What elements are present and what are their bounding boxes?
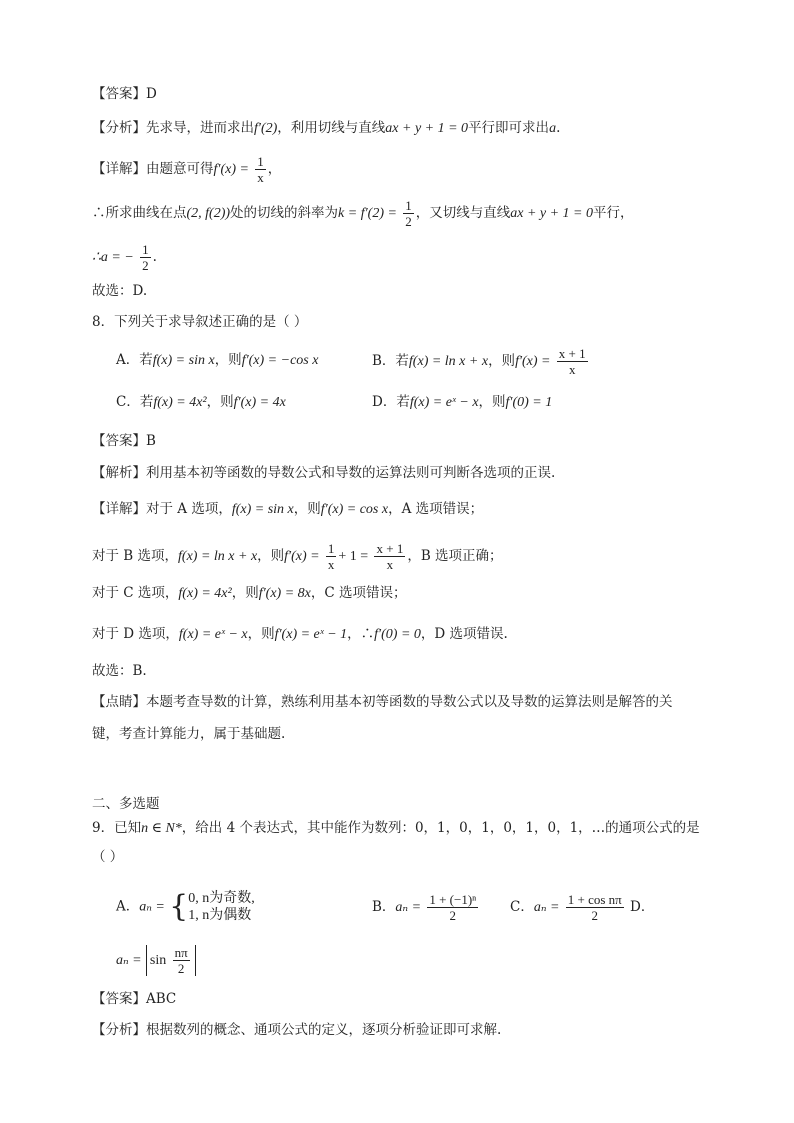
analysis-text: . — [556, 120, 561, 136]
fraction — [173, 945, 190, 976]
detail-text: ，B 选项正确； — [407, 548, 503, 564]
detail-text: 处的切线的斜率为 — [230, 205, 339, 221]
option-label: D．若 — [372, 394, 410, 410]
math-expression: f(x) = eˣ − x — [178, 627, 248, 642]
q8-option-d — [372, 393, 552, 412]
detail-text: 对于 B 选项， — [92, 548, 179, 564]
option-text: ，则 — [214, 352, 242, 368]
q8-comment-line-2: 键，考查计算能力，属于基础题. — [92, 726, 286, 742]
math-expression: f′(0) = 1 — [505, 395, 553, 410]
math-expression: f′(x) = — [213, 162, 249, 177]
q7-choose: 故选：D. — [92, 283, 148, 299]
math-expression: f(x) = ln x + x — [408, 354, 489, 369]
detail-text: ，C 选项错误； — [310, 585, 407, 601]
fraction-denominator: x — [257, 170, 264, 185]
q8-choose: 故选：B. — [92, 663, 147, 679]
q8-detail-d — [92, 625, 508, 644]
q9-stem-paren: （ ） — [92, 849, 124, 865]
q9-analysis — [92, 1021, 501, 1039]
detail-text: ，则 — [247, 626, 275, 642]
analysis-tag: 【分析】 — [92, 1022, 146, 1038]
fraction-numerator: 1 — [327, 541, 335, 556]
q8-option-a — [116, 351, 318, 370]
math-expression: f(x) = sin x — [152, 353, 215, 368]
q8-stem: 8．下列关于求导叙述正确的是（ ） — [92, 314, 308, 330]
analysis-text: ，利用切线与直线 — [277, 120, 386, 136]
piecewise-cases — [188, 890, 255, 924]
option-label: B． — [372, 899, 396, 915]
math-expression: (2, f(2)) — [186, 206, 231, 221]
math-expression: f′(2) — [254, 121, 278, 136]
detail-text: ，则 — [293, 501, 321, 517]
math-expression: a — [549, 121, 557, 136]
comment-tag: 【点睛】 — [92, 694, 146, 710]
detail-text: ， — [267, 161, 282, 177]
detail-text: . — [152, 249, 157, 265]
detail-text: 平行， — [593, 205, 634, 221]
detail-text: ，D 选项错误. — [420, 626, 508, 642]
math-expression: ∴a = − — [92, 250, 134, 265]
math-expression: f′(0) = 0 — [374, 627, 421, 642]
option-label: B．若 — [372, 353, 409, 369]
section-title: 二、多选题 — [92, 796, 160, 812]
q9-option-b — [372, 892, 480, 923]
detail-text: ，∴ — [347, 626, 375, 642]
answer-tag: 【答案】 — [92, 86, 146, 102]
option-label: C． — [510, 899, 534, 915]
answer-value: ABC — [146, 991, 177, 1007]
detail-tag: 【详解】 — [92, 161, 146, 177]
case-row: 0, n为奇数, — [188, 891, 255, 906]
fraction-numerator: 1 — [142, 242, 149, 257]
fraction-numerator: 1 — [257, 154, 264, 169]
fraction-denominator: 2 — [142, 258, 149, 273]
fraction-numerator: 1 — [405, 198, 412, 213]
fraction-denominator: x — [327, 557, 335, 572]
detail-text: ，则 — [257, 548, 285, 564]
fraction — [557, 346, 588, 377]
math-expression: ax + y + 1 = 0 — [385, 121, 469, 136]
comment-text: 本题考查导数的计算，熟练利用基本初等函数的导数公式以及导数的运算法则是解答的关 — [146, 694, 673, 710]
fraction-numerator: x + 1 — [376, 541, 404, 556]
math-expression: sin — [149, 953, 167, 968]
math-expression: f(x) = ln x + x — [178, 549, 258, 564]
math-expression: f(x) = 4x² — [178, 586, 232, 601]
case-row: 1, n为偶数 — [188, 908, 252, 923]
fraction — [427, 892, 478, 923]
answer-tag: 【答案】 — [92, 991, 146, 1007]
q8-parse — [92, 464, 555, 482]
q7-detail-line-3 — [92, 242, 157, 273]
detail-text: 对于 D 选项， — [92, 626, 179, 642]
parse-tag: 【解析】 — [92, 465, 146, 481]
math-expression: f′(x) = 8x — [258, 586, 311, 601]
q8-option-b — [372, 346, 590, 377]
math-expression: n ∈ N* — [141, 821, 182, 836]
q9-answer — [92, 990, 176, 1008]
option-label: D． — [630, 899, 655, 915]
q8-answer — [92, 432, 156, 450]
fraction — [255, 154, 266, 185]
detail-text: 对于 C 选项， — [92, 585, 179, 601]
analysis-text: 根据数列的概念、通项公式的定义，逐项分析验证即可求解. — [146, 1022, 502, 1038]
fraction-numerator: 1 + (−1)ⁿ — [429, 892, 477, 907]
analysis-tag: 【分析】 — [92, 120, 146, 136]
fraction-denominator: 2 — [591, 908, 598, 923]
fraction — [140, 242, 151, 273]
math-expression: aₙ = — [395, 900, 422, 915]
math-expression: f′(x) = — [515, 354, 551, 369]
fraction-numerator: 1 + cos nπ — [567, 892, 622, 907]
q9-option-d — [116, 945, 196, 976]
fraction — [374, 541, 405, 572]
answer-value: D — [146, 86, 157, 102]
fraction-denominator: x — [568, 362, 576, 377]
math-expression: aₙ = — [533, 900, 560, 915]
option-text: ，则 — [206, 394, 234, 410]
math-expression: f′(x) = cos x — [320, 502, 389, 517]
detail-text: ∴所求曲线在点 — [92, 205, 187, 221]
math-expression: + 1 = — [338, 549, 369, 564]
q7-detail-line-1 — [92, 154, 281, 185]
analysis-text: 先求导，进而求出 — [146, 120, 254, 136]
math-expression: f′(x) = −cos x — [241, 353, 319, 368]
math-expression: f(x) = 4x² — [153, 395, 207, 410]
q9-stem — [92, 819, 700, 838]
math-expression: f(x) = sin x — [231, 502, 294, 517]
detail-text: 对于 A 选项， — [146, 501, 232, 517]
q8-option-c — [116, 393, 286, 412]
option-label: C．若 — [116, 394, 154, 410]
q8-detail-a — [92, 500, 483, 519]
fraction — [326, 541, 337, 572]
fraction-denominator: 2 — [405, 214, 412, 229]
option-text: ，则 — [478, 394, 506, 410]
math-expression: ax + y + 1 = 0 — [510, 206, 594, 221]
q7-detail-line-2 — [92, 198, 634, 229]
math-expression: aₙ = — [139, 899, 165, 915]
q7-analysis — [92, 119, 560, 138]
stem-text: ，给出 4 个表达式，其中能作为数列：0，1，0，1，0，1，0，1，…的通项公式的是 — [181, 820, 700, 836]
answer-value: B — [146, 433, 156, 449]
left-brace-icon: { — [169, 889, 189, 924]
fraction — [403, 198, 414, 229]
detail-text: ，则 — [231, 585, 259, 601]
math-expression: f′(x) = — [284, 549, 320, 564]
math-expression: f′(x) = 4x — [233, 395, 286, 410]
q9-option-a — [116, 890, 255, 924]
detail-tag: 【详解】 — [92, 501, 146, 517]
option-label: A．若 — [116, 352, 153, 368]
fraction — [566, 892, 624, 923]
fraction-denominator: 2 — [449, 908, 457, 923]
math-expression: k = f′(2) = — [338, 206, 397, 221]
q8-comment-line-1 — [92, 693, 673, 711]
parse-text: 利用基本初等函数的导数公式和导数的运算法则可判断各选项的正误. — [146, 465, 556, 481]
q7-answer — [92, 85, 157, 103]
q8-detail-c — [92, 584, 407, 603]
fraction-numerator: x + 1 — [558, 346, 586, 361]
analysis-text: 平行即可求出 — [468, 120, 550, 136]
detail-text: ，A 选项错误； — [388, 501, 484, 517]
stem-text: 9．已知 — [92, 820, 142, 836]
option-text: ，则 — [488, 353, 516, 369]
math-expression: f(x) = eˣ − x — [409, 395, 479, 410]
absolute-value — [146, 945, 196, 976]
detail-text: 由题意可得 — [146, 161, 214, 177]
fraction-denominator: 2 — [177, 961, 185, 976]
q9-option-c — [510, 892, 654, 923]
q8-detail-b — [92, 541, 503, 572]
detail-text: ，又切线与直线 — [415, 205, 511, 221]
option-label: A． — [116, 898, 140, 915]
answer-tag: 【答案】 — [92, 433, 146, 449]
fraction-denominator: x — [386, 557, 394, 572]
math-expression: aₙ = — [116, 953, 142, 968]
math-expression: f′(x) = eˣ − 1 — [274, 627, 348, 642]
fraction-numerator: nπ — [174, 945, 188, 960]
